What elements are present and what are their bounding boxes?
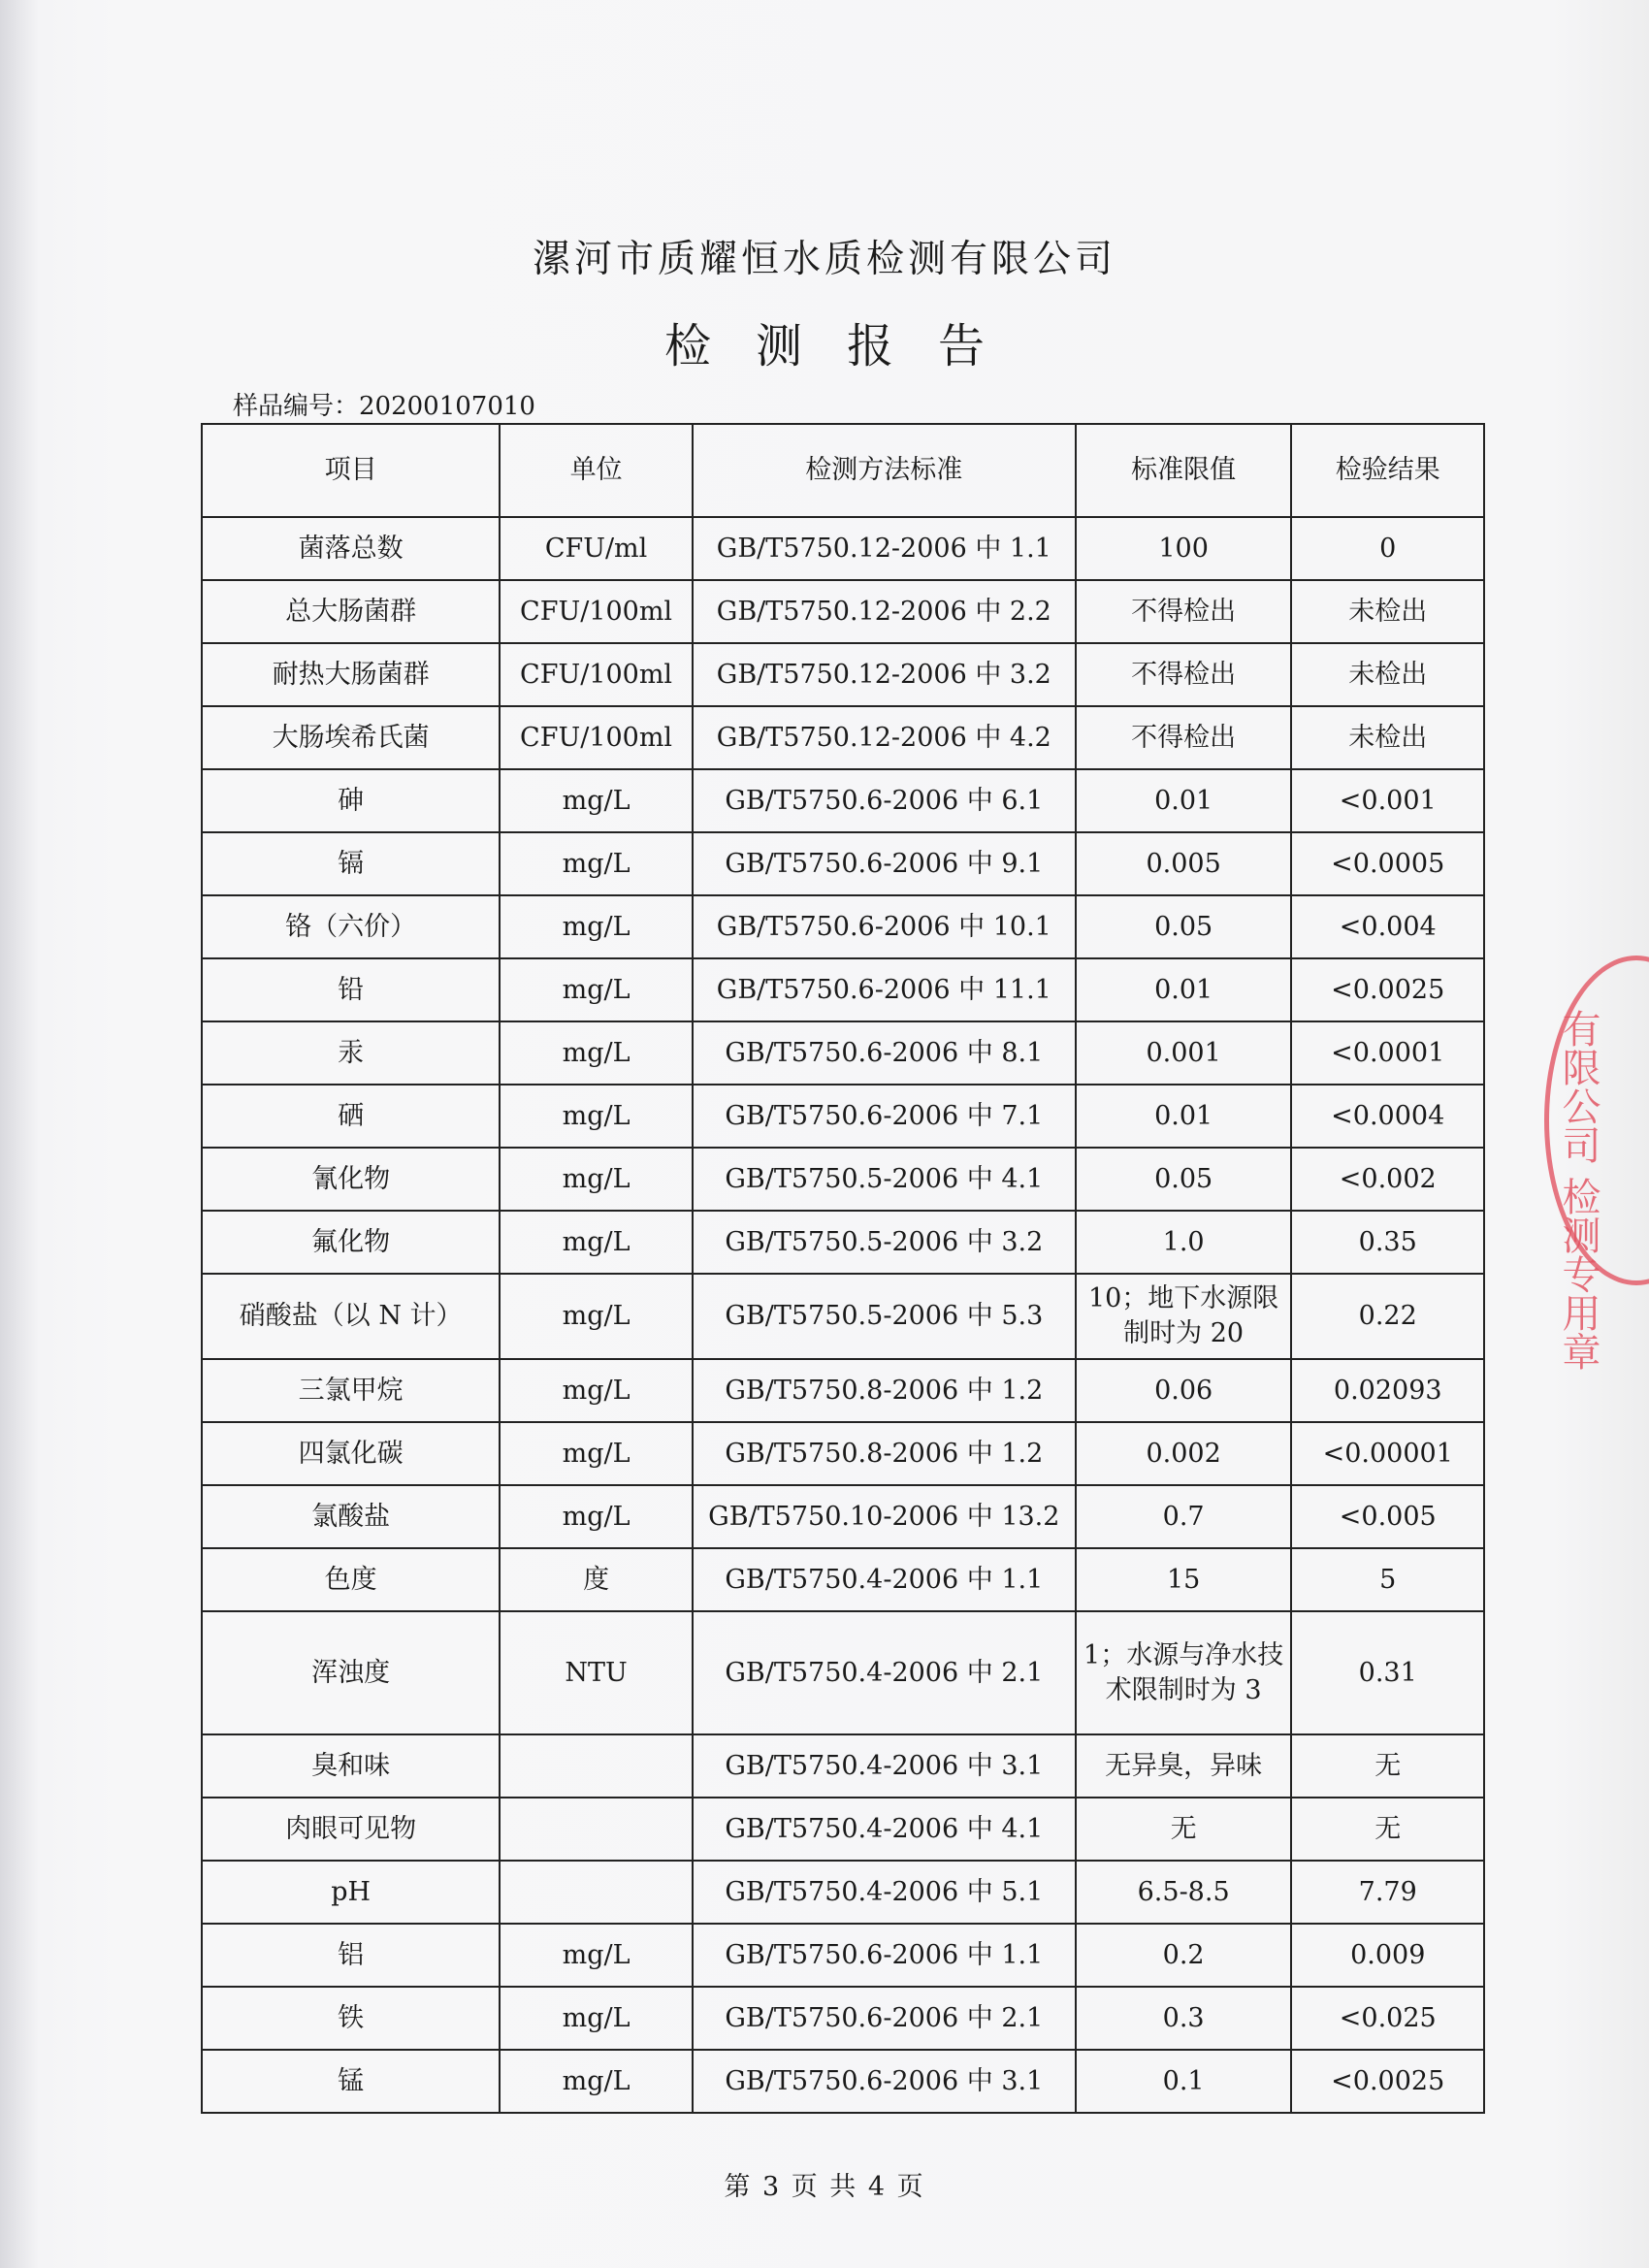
method-cell: GB/T5750.4-2006 中 1.1: [693, 1548, 1076, 1611]
limit-cell: 15: [1076, 1548, 1292, 1611]
table-row: [202, 895, 1484, 958]
method-cell: GB/T5750.4-2006 中 2.1: [693, 1611, 1076, 1734]
item-cell: 氟化物: [202, 1211, 500, 1274]
item-cell: 铅: [202, 958, 500, 1021]
item-cell: 臭和味: [202, 1734, 500, 1798]
unit-cell: mg/L: [500, 1924, 693, 1987]
method-cell: GB/T5750.12-2006 中 4.2: [693, 706, 1076, 769]
unit-cell: CFU/100ml: [500, 706, 693, 769]
method-cell: GB/T5750.5-2006 中 4.1: [693, 1148, 1076, 1211]
table-row: [202, 1611, 1484, 1734]
result-cell: <0.005: [1291, 1485, 1484, 1548]
limit-cell: 0.2: [1076, 1924, 1292, 1987]
item-cell: 铝: [202, 1924, 500, 1987]
method-cell: GB/T5750.6-2006 中 6.1: [693, 769, 1076, 832]
table-row: [202, 1085, 1484, 1148]
limit-cell: 0.01: [1076, 958, 1292, 1021]
limit-cell: 0.05: [1076, 1148, 1292, 1211]
page-footer: 第 3 页 共 4 页: [724, 2172, 925, 2202]
unit-cell: [500, 1734, 693, 1798]
table-row: [202, 832, 1484, 895]
table-row: [202, 1211, 1484, 1274]
result-cell: 7.79: [1291, 1861, 1484, 1924]
table-row: [202, 1422, 1484, 1485]
method-cell: GB/T5750.6-2006 中 9.1: [693, 832, 1076, 895]
table-header-row: [202, 424, 1484, 517]
limit-cell: 1.0: [1076, 1211, 1292, 1274]
table-row: [202, 1274, 1484, 1359]
item-cell: 氯酸盐: [202, 1485, 500, 1548]
item-cell: 硒: [202, 1085, 500, 1148]
method-cell: GB/T5750.8-2006 中 1.2: [693, 1422, 1076, 1485]
result-cell: 0: [1291, 517, 1484, 580]
company-name: 漯河市质耀恒水质检测有限公司: [532, 238, 1116, 281]
limit-cell: 不得检出: [1076, 580, 1292, 643]
limit-cell: 无: [1076, 1798, 1292, 1861]
result-cell: 无: [1291, 1734, 1484, 1798]
unit-cell: CFU/ml: [500, 517, 693, 580]
limit-cell: 6.5-8.5: [1076, 1861, 1292, 1924]
method-cell: GB/T5750.6-2006 中 8.1: [693, 1021, 1076, 1085]
limit-cell: 0.005: [1076, 832, 1292, 895]
item-cell: pH: [202, 1861, 500, 1924]
result-cell: 5: [1291, 1548, 1484, 1611]
header-limit: 标准限值: [1076, 424, 1292, 517]
method-cell: GB/T5750.10-2006 中 13.2: [693, 1485, 1076, 1548]
result-cell: <0.00001: [1291, 1422, 1484, 1485]
unit-cell: mg/L: [500, 1422, 693, 1485]
unit-cell: mg/L: [500, 1987, 693, 2050]
unit-cell: mg/L: [500, 1021, 693, 1085]
method-cell: GB/T5750.6-2006 中 1.1: [693, 1924, 1076, 1987]
result-cell: 无: [1291, 1798, 1484, 1861]
item-cell: 总大肠菌群: [202, 580, 500, 643]
item-cell: 汞: [202, 1021, 500, 1085]
result-cell: 未检出: [1291, 580, 1484, 643]
table-row: [202, 1734, 1484, 1798]
method-cell: GB/T5750.6-2006 中 7.1: [693, 1085, 1076, 1148]
item-cell: 大肠埃希氏菌: [202, 706, 500, 769]
limit-cell: 无异臭，异味: [1076, 1734, 1292, 1798]
method-cell: GB/T5750.6-2006 中 10.1: [693, 895, 1076, 958]
result-cell: 0.009: [1291, 1924, 1484, 1987]
unit-cell: mg/L: [500, 832, 693, 895]
table-row: [202, 1021, 1484, 1085]
method-cell: GB/T5750.8-2006 中 1.2: [693, 1359, 1076, 1422]
result-cell: <0.0025: [1291, 958, 1484, 1021]
result-cell: <0.004: [1291, 895, 1484, 958]
table-row: [202, 2050, 1484, 2113]
method-cell: GB/T5750.4-2006 中 3.1: [693, 1734, 1076, 1798]
method-cell: GB/T5750.4-2006 中 4.1: [693, 1798, 1076, 1861]
table-row: [202, 1798, 1484, 1861]
unit-cell: NTU: [500, 1611, 693, 1734]
item-cell: 镉: [202, 832, 500, 895]
table-row: [202, 580, 1484, 643]
unit-cell: mg/L: [500, 769, 693, 832]
result-cell: <0.0001: [1291, 1021, 1484, 1085]
limit-cell: 0.3: [1076, 1987, 1292, 2050]
result-cell: <0.025: [1291, 1987, 1484, 2050]
unit-cell: [500, 1861, 693, 1924]
method-cell: GB/T5750.6-2006 中 2.1: [693, 1987, 1076, 2050]
header-unit: 单位: [500, 424, 693, 517]
method-cell: GB/T5750.4-2006 中 5.1: [693, 1861, 1076, 1924]
result-cell: <0.0025: [1291, 2050, 1484, 2113]
method-cell: GB/T5750.12-2006 中 1.1: [693, 517, 1076, 580]
result-cell: 0.31: [1291, 1611, 1484, 1734]
table-row: [202, 1924, 1484, 1987]
result-cell: <0.001: [1291, 769, 1484, 832]
limit-cell: 0.1: [1076, 2050, 1292, 2113]
table-row: [202, 643, 1484, 706]
unit-cell: mg/L: [500, 1085, 693, 1148]
unit-cell: mg/L: [500, 1485, 693, 1548]
table-row: [202, 769, 1484, 832]
limit-cell: 1；水源与净水技术限制时为 3: [1076, 1611, 1292, 1734]
table-row: [202, 1548, 1484, 1611]
item-cell: 硝酸盐（以 N 计）: [202, 1274, 500, 1359]
table-row: [202, 958, 1484, 1021]
limit-cell: 0.05: [1076, 895, 1292, 958]
item-cell: 砷: [202, 769, 500, 832]
item-cell: 三氯甲烷: [202, 1359, 500, 1422]
unit-cell: mg/L: [500, 1274, 693, 1359]
method-cell: GB/T5750.12-2006 中 3.2: [693, 643, 1076, 706]
limit-cell: 0.7: [1076, 1485, 1292, 1548]
method-cell: GB/T5750.6-2006 中 3.1: [693, 2050, 1076, 2113]
unit-cell: [500, 1798, 693, 1861]
company-seal-text: 有限公司 检测专用章: [1556, 1009, 1600, 1371]
limit-cell: 10；地下水源限制时为 20: [1076, 1274, 1292, 1359]
limit-cell: 不得检出: [1076, 643, 1292, 706]
table-row: [202, 706, 1484, 769]
item-cell: 四氯化碳: [202, 1422, 500, 1485]
unit-cell: mg/L: [500, 895, 693, 958]
header-item: 项目: [202, 424, 500, 517]
table-row: [202, 517, 1484, 580]
result-cell: 未检出: [1291, 643, 1484, 706]
unit-cell: 度: [500, 1548, 693, 1611]
item-cell: 氰化物: [202, 1148, 500, 1211]
item-cell: 菌落总数: [202, 517, 500, 580]
item-cell: 铬（六价）: [202, 895, 500, 958]
item-cell: 耐热大肠菌群: [202, 643, 500, 706]
unit-cell: CFU/100ml: [500, 643, 693, 706]
sample-number: 样品编号：20200107010: [233, 392, 535, 421]
item-cell: 铁: [202, 1987, 500, 2050]
result-cell: 0.22: [1291, 1274, 1484, 1359]
item-cell: 色度: [202, 1548, 500, 1611]
method-cell: GB/T5750.12-2006 中 2.2: [693, 580, 1076, 643]
limit-cell: 100: [1076, 517, 1292, 580]
unit-cell: mg/L: [500, 1148, 693, 1211]
item-cell: 锰: [202, 2050, 500, 2113]
table-row: [202, 1148, 1484, 1211]
table-row: [202, 1485, 1484, 1548]
header-result: 检验结果: [1291, 424, 1484, 517]
unit-cell: mg/L: [500, 1359, 693, 1422]
result-cell: 未检出: [1291, 706, 1484, 769]
item-cell: 肉眼可见物: [202, 1798, 500, 1861]
result-cell: <0.002: [1291, 1148, 1484, 1211]
item-cell: 浑浊度: [202, 1611, 500, 1734]
unit-cell: CFU/100ml: [500, 580, 693, 643]
method-cell: GB/T5750.5-2006 中 3.2: [693, 1211, 1076, 1274]
test-results-table: [201, 423, 1485, 2114]
unit-cell: mg/L: [500, 2050, 693, 2113]
unit-cell: mg/L: [500, 1211, 693, 1274]
limit-cell: 0.01: [1076, 769, 1292, 832]
result-cell: 0.02093: [1291, 1359, 1484, 1422]
result-cell: <0.0004: [1291, 1085, 1484, 1148]
limit-cell: 0.06: [1076, 1359, 1292, 1422]
limit-cell: 0.002: [1076, 1422, 1292, 1485]
header-method: 检测方法标准: [693, 424, 1076, 517]
report-title: 检测报告: [663, 319, 1029, 373]
limit-cell: 0.001: [1076, 1021, 1292, 1085]
result-cell: 0.35: [1291, 1211, 1484, 1274]
method-cell: GB/T5750.6-2006 中 11.1: [693, 958, 1076, 1021]
result-cell: <0.0005: [1291, 832, 1484, 895]
table-row: [202, 1359, 1484, 1422]
method-cell: GB/T5750.5-2006 中 5.3: [693, 1274, 1076, 1359]
table-row: [202, 1987, 1484, 2050]
limit-cell: 0.01: [1076, 1085, 1292, 1148]
limit-cell: 不得检出: [1076, 706, 1292, 769]
unit-cell: mg/L: [500, 958, 693, 1021]
table-row: [202, 1861, 1484, 1924]
